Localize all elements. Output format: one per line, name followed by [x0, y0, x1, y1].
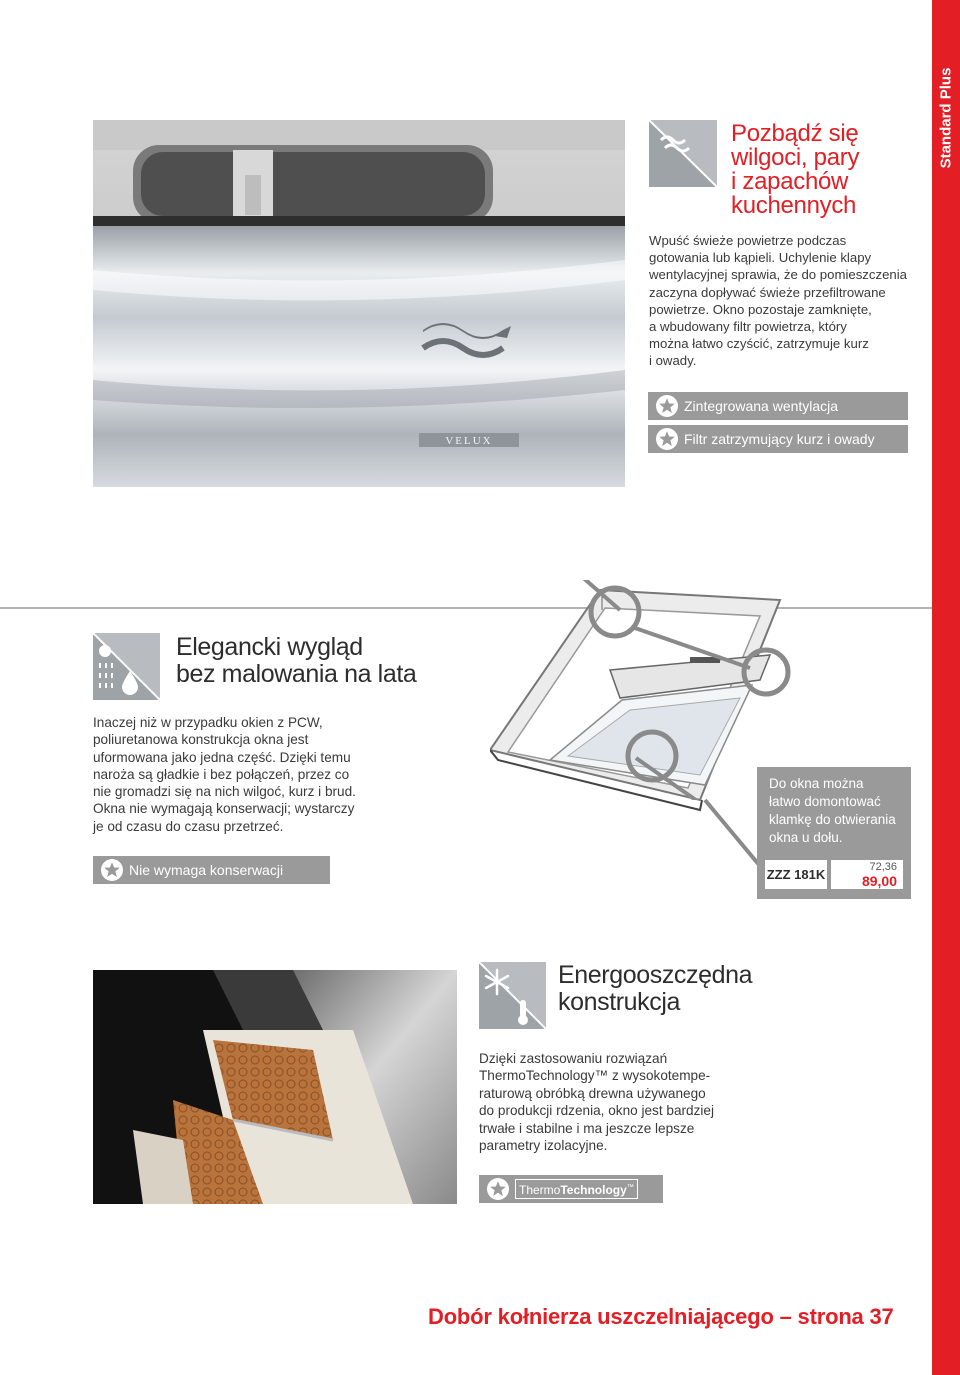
- product-code: ZZZ 181K: [765, 860, 827, 889]
- paint-drop-icon: [93, 633, 160, 700]
- handle-info-line: łatwo domontować: [769, 794, 881, 809]
- body-line: Okna nie wymagają konserwacji; wystarczy: [93, 801, 355, 817]
- body-line: zaczyna dopływać świeże przefiltrowane: [649, 284, 886, 300]
- price-cell: [831, 860, 903, 889]
- logo-bold: Technology: [560, 1183, 627, 1197]
- energy-title-line: Energooszczędna: [558, 961, 753, 989]
- handle-info-line: okna u dołu.: [769, 830, 843, 845]
- energy-title-line: konstrukcja: [558, 988, 681, 1016]
- profile-cross-section-photo: [93, 970, 457, 1204]
- badge-text: Filtr zatrzymujący kurz i owady: [684, 431, 875, 447]
- body-line: gotowania lub kąpieli. Uchylenie klapy: [649, 250, 872, 266]
- ventilation-title-line: i zapachów: [731, 168, 849, 195]
- ventilation-title: [731, 122, 921, 218]
- star-icon: [101, 859, 123, 881]
- star-icon: [656, 428, 678, 450]
- snowflake-thermometer-icon: [479, 962, 546, 1029]
- badge-no-maintenance: [93, 856, 330, 884]
- price-net: 72,36: [869, 861, 897, 873]
- ventilation-title-line: kuchennych: [731, 192, 857, 219]
- body-line: parametry izolacyjne.: [479, 1138, 608, 1154]
- look-title-line: bez malowania na lata: [176, 660, 417, 688]
- look-body: [93, 714, 413, 835]
- body-line: trwałe i stabilne i ma jeszcze lepsze: [479, 1120, 695, 1136]
- ventilation-body: [649, 232, 929, 370]
- body-line: Wpuść świeże powietrze podczas: [649, 233, 847, 248]
- body-line: można łatwo czyścić, zatrzymuje kurz: [649, 336, 869, 352]
- handle-info-line: Do okna można: [769, 776, 864, 791]
- badge-integrated-ventilation: [648, 392, 908, 420]
- look-title-line: Elegancki wygląd: [176, 633, 363, 661]
- body-line: do produkcji rdzenia, okno jest bardziej: [479, 1103, 715, 1119]
- body-line: je od czasu do czasu przetrzeć.: [93, 818, 284, 834]
- photo-brand-text: VELUX: [445, 435, 493, 447]
- body-line: naroża są gładkie i bez połączeń, przez co: [93, 766, 350, 782]
- handle-info-line: klamkę do otwierania: [769, 812, 896, 827]
- body-line: Inaczej niż w przypadku okien z PCW,: [93, 715, 323, 730]
- body-line: wentylacyjnej sprawia, że do pomieszczenia: [649, 267, 908, 283]
- side-label: [932, 0, 960, 240]
- ventilation-title-line: Pozbądź się: [731, 120, 859, 147]
- look-title: [176, 634, 476, 688]
- badge-text: Zintegrowana wentylacja: [684, 398, 839, 414]
- thermotechnology-logo: [515, 1179, 638, 1199]
- body-line: i owady.: [649, 353, 697, 369]
- body-line: ThermoTechnology™ z wysokotempe-: [479, 1068, 711, 1084]
- body-line: Dzięki zastosowaniu rozwiązań: [479, 1051, 668, 1066]
- star-icon: [487, 1178, 509, 1200]
- ventilation-title-line: wilgoci, pary: [731, 144, 860, 171]
- price-box: [757, 851, 911, 899]
- energy-body: [479, 1050, 759, 1154]
- price-gross: 89,00: [861, 873, 897, 889]
- body-line: nie gromadzi się na nich wilgoć, kurz i brud.: [93, 784, 356, 800]
- body-line: poliuretanowa konstrukcja okna jest: [93, 732, 309, 748]
- body-line: raturową obróbką drewna używanego: [479, 1085, 706, 1101]
- logo-tm: ™: [626, 1184, 634, 1191]
- body-line: a wbudowany filtr powietrza, który: [649, 319, 847, 335]
- footer-link[interactable]: Dobór kołnierza uszczelniającego – strona 37: [428, 1304, 894, 1329]
- logo-light: Thermo: [519, 1183, 561, 1197]
- side-label-text: Standard Plus: [937, 67, 955, 169]
- ventilation-photo: [93, 120, 625, 487]
- body-line: uformowana jako jedna część. Dzięki temu: [93, 749, 351, 765]
- ventilation-icon: [649, 120, 717, 187]
- body-line: powietrze. Okno pozostaje zamknięte,: [649, 301, 872, 317]
- badge-thermotechnology: [479, 1175, 663, 1203]
- handle-info-box: [757, 767, 911, 859]
- badge-text: Nie wymaga konserwacji: [129, 862, 284, 878]
- star-icon: [656, 395, 678, 417]
- energy-title: [558, 962, 808, 1016]
- badge-dust-filter: [648, 425, 908, 453]
